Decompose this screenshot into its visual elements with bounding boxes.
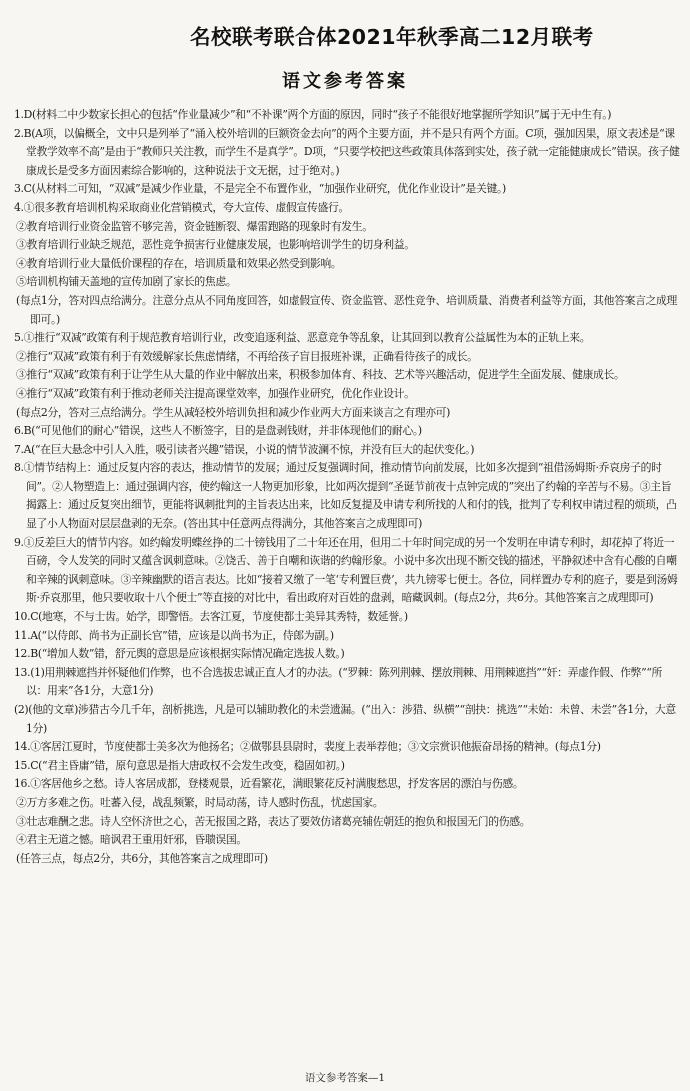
answer-item: 15.C(“君主昏庸”错，原句意思是指大唐政权不会发生改变，稳固如初。)	[14, 758, 345, 772]
answer-item: 10.C(地寒，不与士齿。始学，即警悟。去客江夏，节度使都士美异其秀特，数延誉。)	[14, 610, 408, 624]
answer-item: 7.A(“在巨大悬念中引人入胜，吸引读者兴趣”错误，小说的情节波澜不惊，并没有巨大的起伏变化。)	[14, 442, 475, 456]
answer-item: 3.C(从材料二可知，“双减”是减少作业量，不是完全不布置作业，“加强作业研究，优化作业设计”是关键。)	[14, 182, 506, 196]
answer-item: ④推行“双减”政策有利于推动老师关注提高课堂效率，加强作业研究，优化作业设计。	[16, 386, 415, 400]
answer-item: 16.①客居他乡之愁。诗人客居成都，登楼观景，近看繁花，满眼繁花反衬满腹愁思，抒发客居的漂泊与伤感。	[14, 777, 524, 791]
exam-header-title: 名校联考联合体2021年秋季高二12月联考	[190, 25, 594, 49]
answer-item: 9.①反差巨大的情节内容。如约翰发明蝶丝挣的二十镑钱用了二十年还在用，但用二十年时间完成的另一个发明在申请专利时，却花掉了将近一百磅，令人发笑的同时又蕴含讽刺意味。②饶舌、善于自嘲和诙谐的约翰形象。小说中多次出现不断交钱的描述，平静叙述中含有心酸的自嘲和辛辣的讽刺意味。③辛辣幽默的语言表达。比如“接着又缴了一笔‘专利置巨费’，共九镑零七便士。各位，同样置办专利的庭子，要是到汤姆斯·乔哀那里，他只要收取十八个便士”等直接的对比中，看出政府对百姓的盘剥，暗藏讽刺。(每点2分，共6分。其他答案言之成理即可)	[14, 535, 678, 605]
answer-item: ②推行“双减”政策有利于有效缓解家长焦虑情绪，不再给孩子盲目报班补课，正确看待孩子的成长。	[16, 349, 478, 363]
answer-item: 5.①推行“双减”政策有利于规范教育培训行业，改变追逐利益、恶意竞争等乱象，让其回到以教育公益属性为本的正轨上来。	[14, 331, 591, 345]
answer-item: 13.(1)用荆棘遮挡并怀疑他们作弊，也不合选拔忠诚正直人才的办法。(“罗棘：陈列荆棘、摆放荆棘、用荆棘遮挡”“奸：弄虚作假、作弊”“所以：用来”各1分，大意1分)	[14, 665, 663, 698]
answer-item: 2.B(A项，以偏概全，文中只是列举了“涌入校外培训的巨额资金去向”的两个主要方面，并不是只有两个方面。C项，强加因果，原文表述是“课堂教学效率不高”是由于“教师只关注教，而学生不是真学”。D项，“只要学校把这些政策具体落到实处，孩子就一定能健康成长”错误。孩子健康成长是受多方面因素综合影响的，这种说法于文无据，过于绝对。)	[14, 126, 680, 177]
answer-item: (2)(他的文章)涉猎古今几千年，剖析挑选，凡是可以辅助教化的未尝遗漏。(“出入：涉猎、纵横”“剖抉：挑选”“未始：未曾、未尝”各1分，大意1分)	[14, 703, 676, 735]
answer-item: ③推行“双减”政策有利于让学生从大量的作业中解放出来，积极参加体育、科技、艺术等兴趣活动，促进学生全面发展、健康成长。	[16, 368, 625, 382]
answer-item: 14.①客居江夏时，节度使都士美多次为他扬名；②做鄂县县尉时，裴度上表举荐他；③文宗赏识他振奋昂扬的精神。(每点1分)	[14, 740, 601, 754]
answer-list	[14, 106, 680, 868]
answer-item: 12.B(“增加人数”错，舒元舆的意思是应该根据实际情况确定选拔人数。)	[14, 647, 345, 661]
answer-item: 4.①很多教育培训机构采取商业化营销模式，夸大宣传、虚假宣传盛行。	[14, 200, 349, 214]
answer-item: ③教育培训行业缺乏规范，恶性竞争损害行业健康发展，也影响培训学生的切身利益。	[16, 238, 415, 252]
answer-item: ④教育培训行业大量低价课程的存在，培训质量和效果必然受到影响。	[16, 256, 342, 270]
answer-item: ⑤培训机构铺天盖地的宣传加剧了家长的焦虑。	[16, 275, 237, 289]
answer-item: 1.D(材料二中少数家长担心的包括“作业量减少”和“不补课”两个方面的原因，同时“孩子不能很好地掌握所学知识”属于无中生有。)	[14, 108, 612, 121]
answer-item: (每点1分，答对四点给满分。注意分点从不同角度回答，如虚假宣传、资金监管、恶性竞争、培训质量、消费者利益等方面，其他答案言之成理即可。)	[16, 293, 678, 326]
answer-item: ②万方多难之伤。吐蕃入侵，战乱频繁，时局动荡，诗人感时伤乱，忧虑国家。	[16, 795, 384, 809]
answer-item: ④君主无道之憾。暗讽君王重用奸邪，昏聩误国。	[16, 833, 247, 847]
answer-item: 8.①情节结构上：通过反复内容的表达，推动情节的发展；通过反复强调时间，推动情节向前发展，比如多次提到“祖借汤姆斯·乔哀房子的时间”。②人物塑造上：通过强调内容，使约翰这一人物更加形象，比如两次提到“圣诞节前夜十点钟完成的”突出了约翰的辛苦与不易。③主旨揭露上：通过反复突出细节，更能将讽刺批判的主旨表达出来，比如反复提及申请专利所找的人和付的钱，批判了专利权申请过程的烦琐，凸显了小人物面对层层盘剥的无奈。(答出其中任意两点得满分，其他答案言之成理即可)	[14, 461, 677, 531]
answer-item: ③壮志难酬之悲。诗人空怀济世之心，苦无报国之路，表达了要效仿诸葛亮辅佐朝廷的抱负和报国无门的伤感。	[16, 814, 531, 828]
answer-item: (每点2分，答对三点给满分。学生从减轻校外培训负担和减少作业两大方面来谈言之有理亦可)	[16, 405, 451, 419]
answer-item: (任答三点，每点2分，共6分，其他答案言之成理即可)	[16, 851, 268, 865]
answer-item: 6.B(“可见他们的耐心”错误，这些人不断签字，目的是盘剥钱财，并非体现他们的耐心。)	[14, 424, 422, 438]
document-title: 语文参考答案	[282, 71, 408, 92]
answer-item: ②教育培训行业资金监管不够完善，资金链断裂、爆雷跑路的现象时有发生。	[16, 219, 373, 233]
answer-item: 11.A(“以侍郎、尚书为正副长官”错，应该是以尚书为正，侍郎为副。)	[14, 628, 334, 642]
page-footer: 语文参考答案—1	[304, 1072, 386, 1084]
